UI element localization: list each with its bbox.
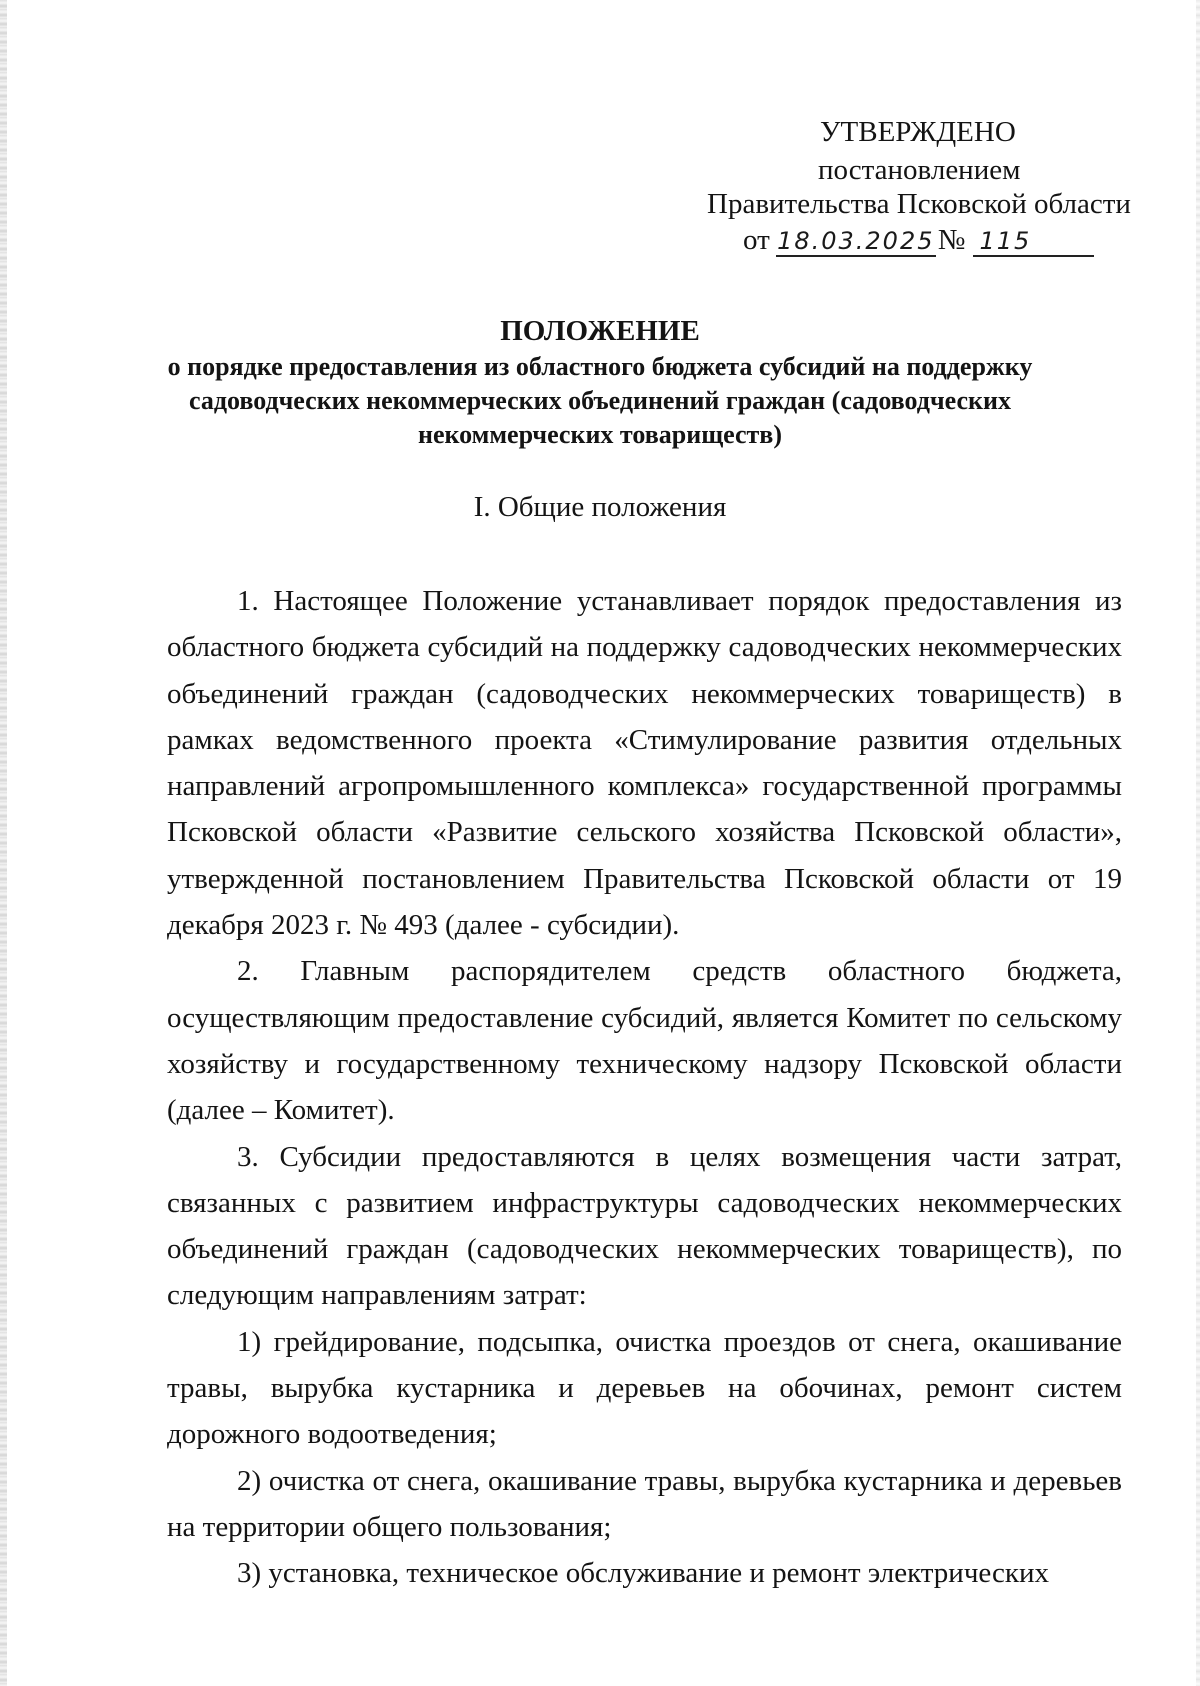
document-subtitle: о порядке предоставления из областного бюджета субсидий на поддержку садоводческих некоммерческих объединений граждан (садоводческих некоммерческих товариществ) [167,352,1033,449]
number-sign: № [937,224,966,256]
approval-government: Правительства Псковской области [707,188,1131,220]
document-title: ПОЛОЖЕНИЕ [500,315,700,347]
section-heading: I. Общие положения [473,491,727,523]
scan-edge-right [1196,0,1200,1686]
scan-edge-left [0,0,7,1686]
body-text [167,578,1122,1597]
paragraph-3-item-2: 2) очистка от снега, окашивание травы, вырубка кустарника и деревьев на территории общего пользования; [167,1464,1122,1543]
handwritten-number: 115 [973,227,1094,257]
paragraph-3: 3. Субсидии предоставляются в целях возмещения части затрат, связанных с развитием инфраструктуры садоводческих некоммерческих объединений граждан (садоводческих некоммерческих товариществ), по следующим направлениям затрат: [167,1140,1122,1312]
approval-date-number [743,224,1094,257]
document-title-block [140,314,1060,452]
date-prefix: от [743,224,770,256]
handwritten-date: 18.03.2025 [777,227,935,255]
approval-by-resolution: постановлением [818,154,1021,186]
approval-title: УТВЕРЖДЕНО [820,116,1016,148]
paragraph-1: 1. Настоящее Положение устанавливает порядок предоставления из областного бюджета субсидий на поддержку садоводческих некоммерческих объединений граждан (садоводческих некоммерческих товариществ) в рамках ведомственного проекта «Стимулирование развития отдельных направлений агропромышленного комплекса» государственной программы Псковской области «Развитие сельского хозяйства Псковской области», утвержденной постановлением Правительства Псковской области от 19 декабря 2023 г. № 493 (далее - субсидии). [167,585,1122,942]
paragraph-2: 2. Главным распорядителем средств областного бюджета, осуществляющим предоставление субсидий, является Комитет по сельскому хозяйству и государственному техническому надзору Псковской области (далее – Комитет). [167,955,1122,1127]
paragraph-3-item-3: 3) установка, техническое обслуживание и ремонт электрических [237,1557,1049,1590]
paragraph-3-item-1: 1) грейдирование, подсыпка, очистка проездов от снега, окашивание травы, вырубка кустарника и деревьев на обочинах, ремонт систем дорожного водоотведения; [167,1325,1122,1451]
